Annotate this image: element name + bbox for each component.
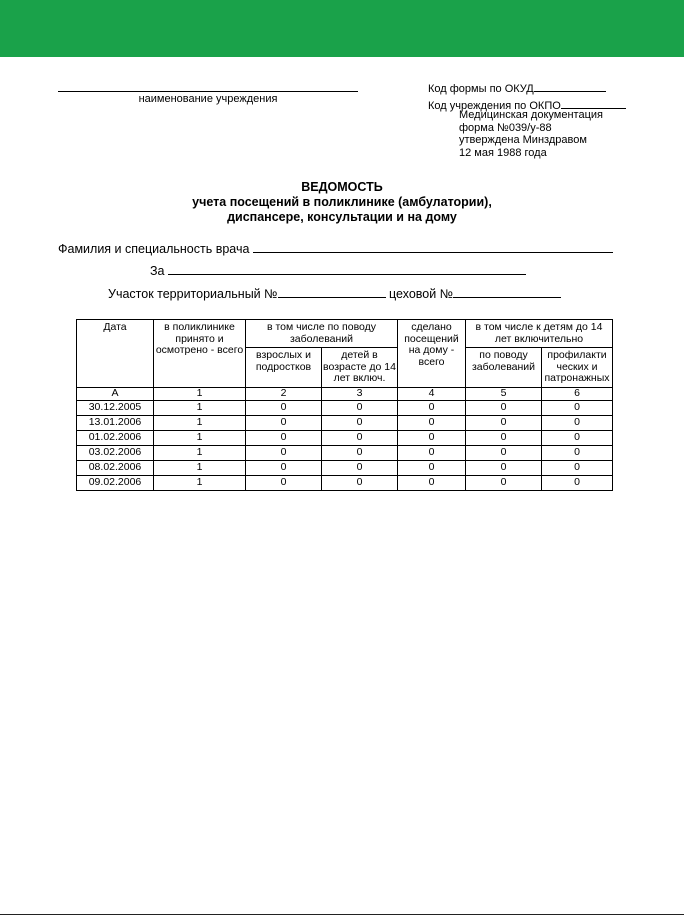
table-cell: 0 (322, 416, 398, 431)
table-row (77, 461, 613, 476)
approval-line: утверждена Минздравом (459, 134, 587, 146)
doctor-label: Фамилия и специальность врача (58, 242, 250, 256)
date-cell: 13.01.2006 (77, 416, 154, 431)
col-header-prophylactic: профилакти ческих и патронажных (542, 348, 613, 388)
okud-label: Код формы по ОКУД (428, 83, 534, 95)
shop-blank (453, 285, 561, 298)
table-cell: 0 (398, 461, 466, 476)
table-row (77, 401, 613, 416)
top-green-bar (0, 0, 684, 57)
okpo-label: Код учреждения по ОКПО (428, 100, 561, 112)
date-cell: 01.02.2006 (77, 431, 154, 446)
title-line-2: учета посещений в поликлинике (амбулатории), (192, 195, 492, 209)
table-cell: 0 (322, 431, 398, 446)
table-cell: 0 (322, 461, 398, 476)
table-cell: 0 (398, 416, 466, 431)
date-cell: 08.02.2006 (77, 461, 154, 476)
table-cell: 1 (154, 461, 246, 476)
table-row (77, 431, 613, 446)
table-cell: 1 (154, 401, 246, 416)
table-cell: 1 (154, 431, 246, 446)
table-cell: 0 (398, 431, 466, 446)
institution-name-line (58, 91, 358, 92)
table-cell: 0 (398, 446, 466, 461)
approval-block (459, 109, 603, 159)
table-row (77, 416, 613, 431)
title-line-1: ВЕДОМОСТЬ (301, 180, 383, 194)
district-field (108, 285, 561, 301)
territorial-blank (278, 285, 386, 298)
col-header-home-visits: сделано посещений на дому - всего (398, 320, 466, 388)
column-number: 3 (322, 388, 398, 401)
table-cell: 0 (542, 401, 613, 416)
okud-code-line (428, 80, 626, 97)
period-blank (168, 262, 526, 275)
okud-blank (534, 80, 606, 92)
date-cell: 09.02.2006 (77, 476, 154, 491)
column-number: 5 (466, 388, 542, 401)
doctor-field (58, 240, 613, 256)
column-number: 2 (246, 388, 322, 401)
col-header-total: в поликлинике принято и осмотрено - всего (154, 320, 246, 388)
table-cell: 1 (154, 416, 246, 431)
col-header-adults: взрослых и подростков (246, 348, 322, 388)
group-header-diseases: в том числе по поводу заболеваний (246, 320, 398, 348)
table-cell: 0 (398, 401, 466, 416)
table-cell: 0 (246, 461, 322, 476)
table-cell: 0 (542, 476, 613, 491)
table-cell: 0 (246, 401, 322, 416)
table-cell: 0 (466, 416, 542, 431)
column-number: 6 (542, 388, 613, 401)
column-number: 1 (154, 388, 246, 401)
table-cell: 0 (322, 401, 398, 416)
table-cell: 0 (246, 431, 322, 446)
table-cell: 0 (466, 476, 542, 491)
table-cell: 0 (466, 461, 542, 476)
table-cell: 0 (322, 446, 398, 461)
period-field (150, 262, 526, 278)
okpo-blank (561, 97, 626, 109)
shop-label: цеховой № (389, 287, 454, 301)
territorial-label: Участок территориальный № (108, 287, 278, 301)
column-number: А (77, 388, 154, 401)
table-row (77, 476, 613, 491)
table-cell: 0 (466, 446, 542, 461)
table-cell: 0 (542, 446, 613, 461)
table-cell: 1 (154, 476, 246, 491)
visits-table (76, 319, 613, 491)
table-cell: 0 (542, 461, 613, 476)
group-header-children: в том числе к детям до 14 лет включительно (466, 320, 613, 348)
table-cell: 0 (466, 431, 542, 446)
table-cell: 0 (542, 431, 613, 446)
approval-line: Медицинская документация (459, 109, 603, 121)
table-cell: 0 (542, 416, 613, 431)
table-cell: 0 (466, 401, 542, 416)
table-cell: 0 (322, 476, 398, 491)
date-cell: 30.12.2005 (77, 401, 154, 416)
table-cell: 1 (154, 446, 246, 461)
table-cell: 0 (246, 416, 322, 431)
table-row (77, 446, 613, 461)
column-number-row (77, 388, 613, 401)
period-label: За (150, 264, 165, 278)
document-title (0, 180, 684, 225)
institution-caption: наименование учреждения (138, 93, 278, 105)
column-number: 4 (398, 388, 466, 401)
table-cell: 0 (246, 476, 322, 491)
bottom-rule (0, 914, 684, 915)
title-line-3: диспансере, консультации и на дому (227, 210, 457, 224)
doctor-blank (253, 240, 613, 253)
col-header-date: Дата (77, 320, 154, 388)
approval-line: форма №039/у-88 (459, 121, 552, 134)
col-header-child-disease: по поводу заболеваний (466, 348, 542, 388)
table-cell: 0 (398, 476, 466, 491)
date-cell: 03.02.2006 (77, 446, 154, 461)
col-header-children: детей в возрасте до 14 лет включ. (322, 348, 398, 388)
approval-line: 12 мая 1988 года (459, 146, 547, 159)
table-cell: 0 (246, 446, 322, 461)
